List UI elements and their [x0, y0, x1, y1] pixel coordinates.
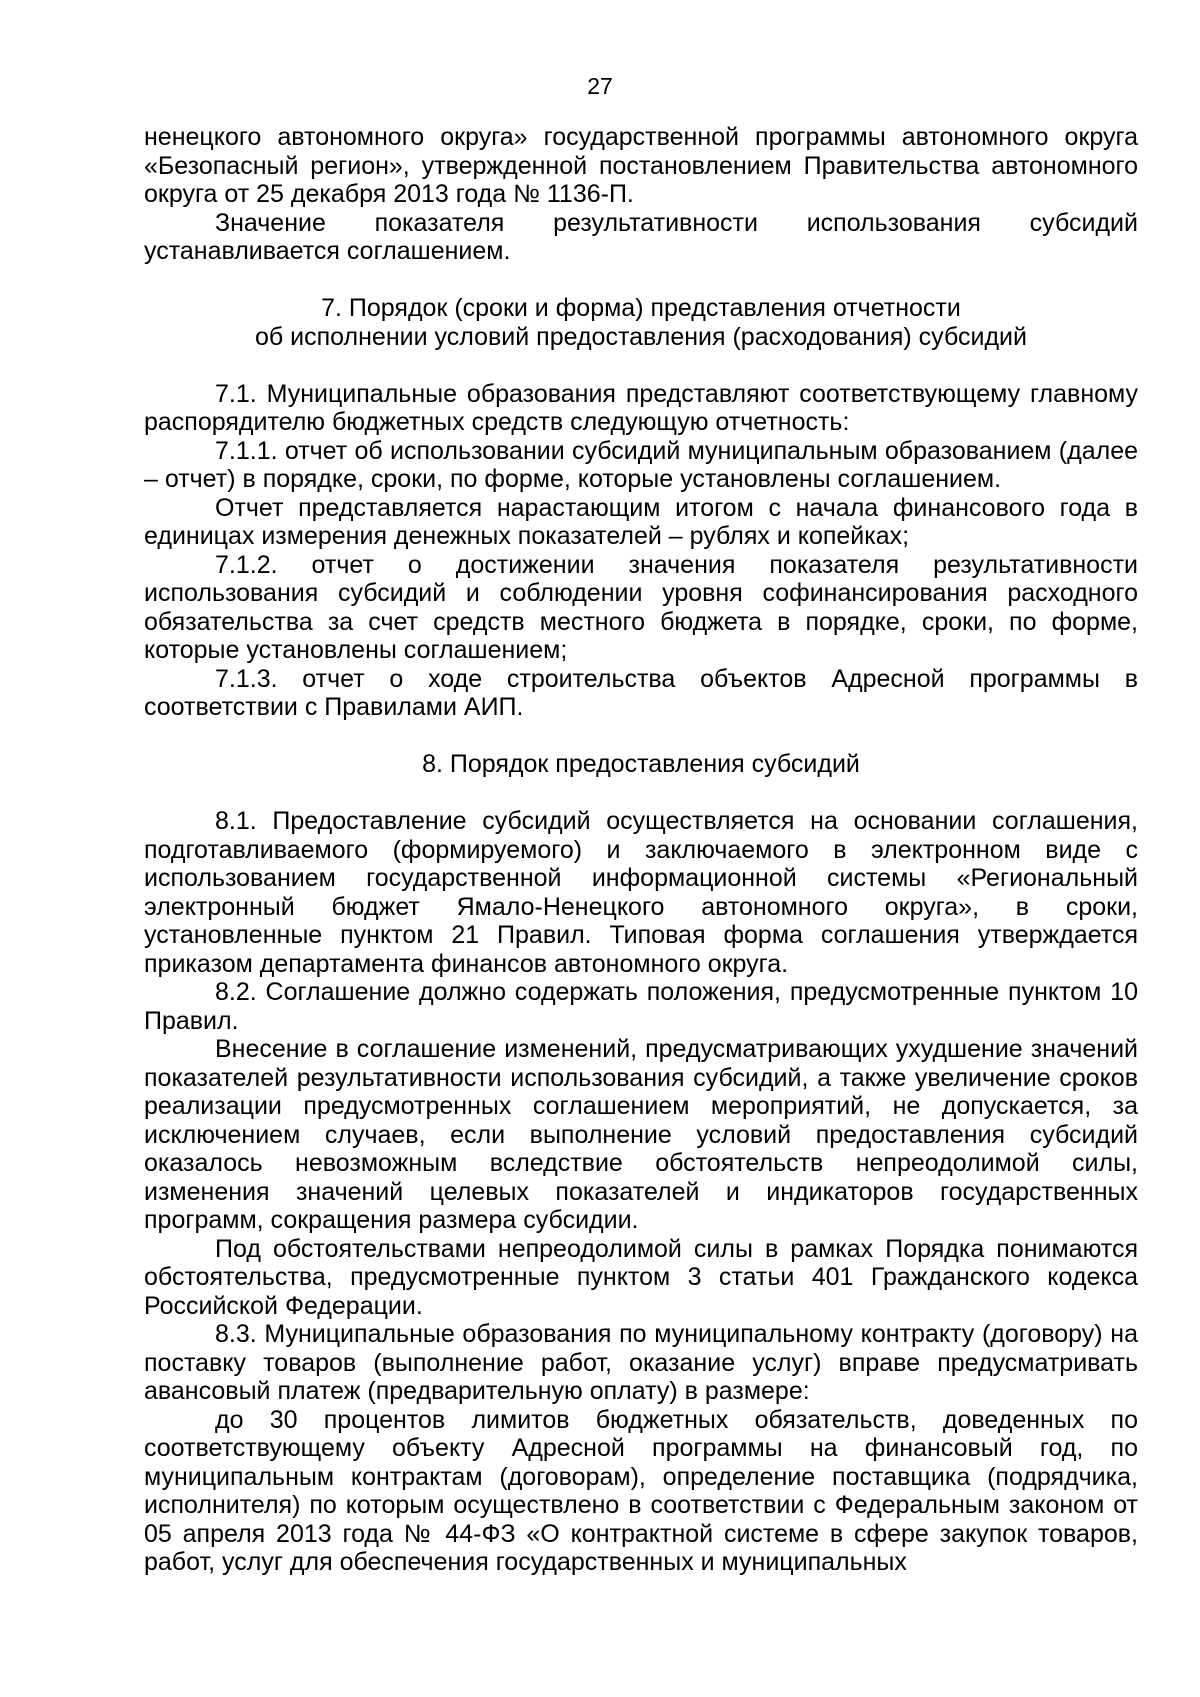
paragraph-continuation: ненецкого автономного округа» государственной программы автономного округа «Безопасный регион», утвержденной постановлением Правительства автономного округа от 25 декабря 2013 года № 1136-П.	[144, 123, 1138, 208]
section-8-heading: 8. Порядок предоставления субсидий	[422, 750, 860, 778]
paragraph: Под обстоятельствами непреодолимой силы в рамках Порядка понимаются обстоятельства, предусмотренные пунктом 3 статьи 401 Гражданского кодекса Российской Федерации.	[144, 1234, 1138, 1320]
page-number: 27	[587, 73, 613, 99]
paragraph: Отчет представляется нарастающим итогом с начала финансового года в единицах измерения денежных показателей – рублях и копейках;	[144, 493, 1138, 550]
clause-8-3: 8.3. Муниципальные образования по муниципальному контракту (договору) на поставку товаров (выполнение работ, оказание услуг) вправе предусматривать авансовый платеж (предварительную оплату) в размере:	[144, 1320, 1138, 1405]
clause-7-1: 7.1. Муниципальные образования представляют соответствующему главному распорядителю бюджетных средств следующую отчетность:	[144, 379, 1138, 436]
paragraph: Значение показателя результативности использования субсидий устанавливается соглашением.	[144, 208, 1138, 265]
section-7-heading-line-1: 7. Порядок (сроки и форма) представления отчетности	[321, 294, 961, 322]
clause-8-2: 8.2. Соглашение должно содержать положения, предусмотренные пунктом 10 Правил.	[144, 978, 1138, 1035]
clause-7-1-3: 7.1.3. отчет о ходе строительства объектов Адресной программы в соответствии с Правилами АИП.	[144, 664, 1138, 721]
document-body	[144, 123, 1138, 1577]
clause-7-1-2: 7.1.2. отчет о достижении значения показателя результативности использования субсидий и соблюдении уровня софинансирования расходного обязательства за счет средств местного бюджета в порядке, сроки, по форме, которые установлены соглашением;	[144, 550, 1138, 664]
clause-8-1: 8.1. Предоставление субсидий осуществляется на основании соглашения, подготавливаемого (формируемого) и заключаемого в электронном виде с использованием государственной информационной системы «Региональный электронный бюджет Ямало-Ненецкого автономного округа», в сроки, установленные пунктом 21 Правил. Типовая форма соглашения утверждается приказом департамента финансов автономного округа.	[144, 807, 1138, 978]
paragraph: Внесение в соглашение изменений, предусматривающих ухудшение значений показателей результативности использования субсидий, а также увеличение сроков реализации предусмотренных соглашением мероприятий, не допускается, за исключением случаев, если выполнение условий предоставления субсидий оказалось невозможным вследствие обстоятельств непреодолимой силы, изменения значений целевых показателей и индикаторов государственных программ, сокращения размера субсидии.	[144, 1035, 1138, 1234]
section-7-heading-line-2: об исполнении условий предоставления (расходования) субсидий	[255, 322, 1027, 351]
clause-7-1-1: 7.1.1. отчет об использовании субсидий муниципальным образованием (далее – отчет) в порядке, сроки, по форме, которые установлены соглашением.	[144, 436, 1138, 493]
paragraph: до 30 процентов лимитов бюджетных обязательств, доведенных по соответствующему объекту Адресной программы на финансовый год, по муниципальным контрактам (договорам), определение поставщика (подрядчика, исполнителя) по которым осуществлено в соответствии с Федеральным законом от 05 апреля 2013 года № 44-ФЗ «О контрактной системе в сфере закупок товаров, работ, услуг для обеспечения государственных и муниципальных	[144, 1405, 1138, 1576]
